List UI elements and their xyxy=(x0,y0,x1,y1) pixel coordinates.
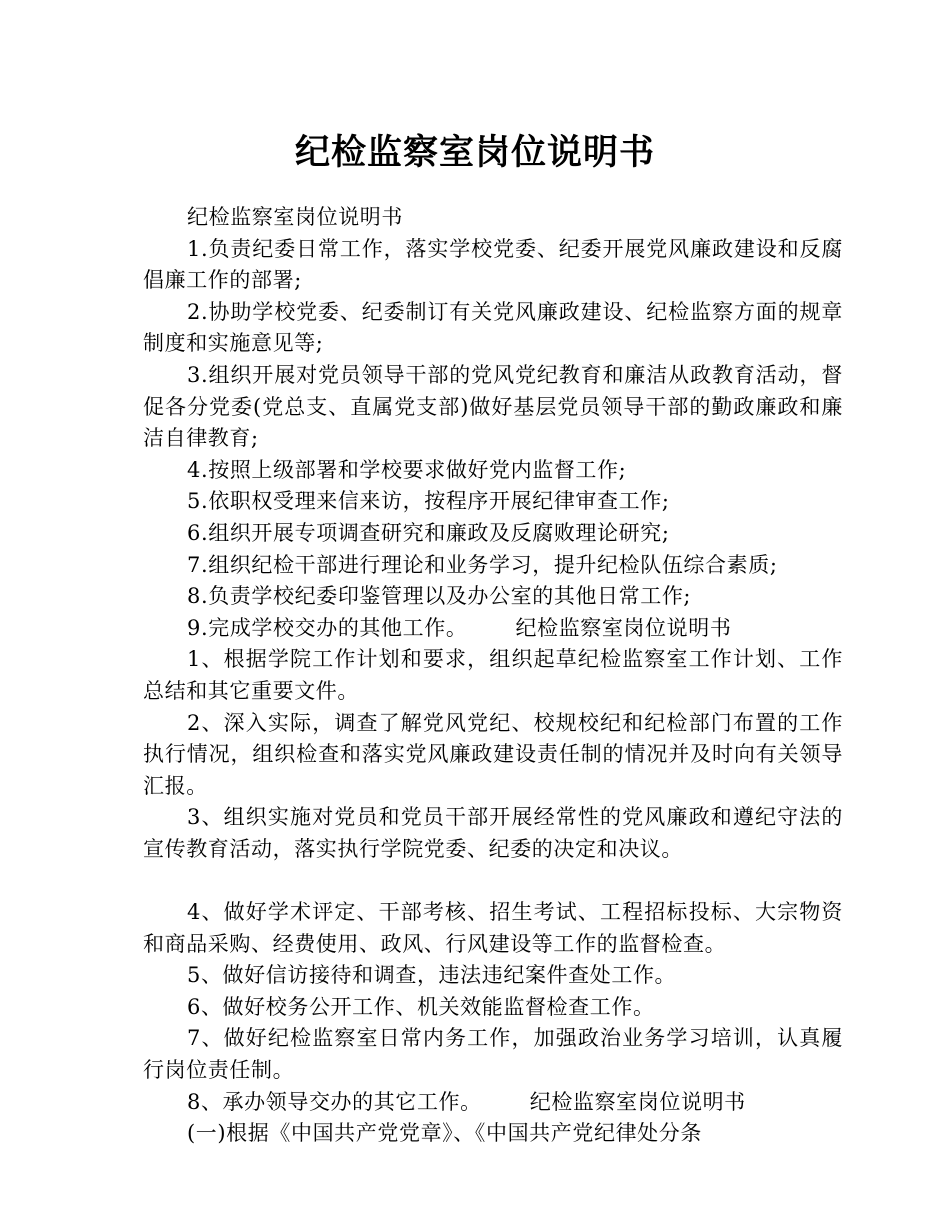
body-paragraph: 7、做好纪检监察室日常内务工作，加强政治业务学习培训，认真履行岗位责任制。 xyxy=(143,1026,843,1083)
document-title: 纪检监察室岗位说明书 xyxy=(294,132,655,173)
document-body xyxy=(143,202,843,1150)
body-paragraph: 6.组织开展专项调查研究和廉政及反腐败理论研究; xyxy=(187,520,670,545)
body-paragraph: 1、根据学院工作计划和要求，组织起草纪检监察室工作计划、工作总结和其它重要文件。 xyxy=(143,647,843,703)
body-paragraph: 3.组织开展对党员领导干部的党风党纪教育和廉洁从政教育活动，督促各分党委(党总支、直属党支部)做好基层党员领导干部的勤政廉政和廉洁自律教育; xyxy=(143,362,843,451)
body-paragraph: 8.负责学校纪委印鉴管理以及办公室的其他日常工作; xyxy=(187,584,692,609)
body-paragraph: 7.组织纪检干部进行理论和业务学习，提升纪检队伍综合素质; xyxy=(187,552,778,577)
paragraph-text: 9.完成学校交办的其他工作。 xyxy=(187,615,468,640)
body-paragraph: 6、做好校务公开工作、机关效能监督检查工作。 xyxy=(187,994,655,1019)
inline-section-heading: 纪检监察室岗位说明书 xyxy=(515,615,732,640)
body-paragraph: 2、深入实际，调查了解党风党纪、校规校纪和纪检部门布置的工作执行情况，组织检查和落实党风廉政建设责任制的情况并及时向有关领导汇报。 xyxy=(143,710,843,798)
body-paragraph: 1.负责纪委日常工作，落实学校党委、纪委开展党风廉政建设和反腐倡廉工作的部署; xyxy=(143,236,843,293)
body-paragraph xyxy=(143,865,843,897)
body-paragraph: 2.协助学校党委、纪委制订有关党风廉政建设、纪检监察方面的规章制度和实施意见等; xyxy=(143,299,843,356)
body-paragraph: (一)根据《中国共产党党章》、《中国共产党纪律处分条 xyxy=(187,1121,702,1146)
body-paragraph: 3、组织实施对党员和党员干部开展经常性的党风廉政和遵纪守法的宣传教育活动，落实执行学院党委、纪委的决定和决议。 xyxy=(143,805,843,861)
body-paragraph: 4.按照上级部署和学校要求做好党内监督工作; xyxy=(187,457,627,482)
inline-section-heading: 纪检监察室岗位说明书 xyxy=(529,1089,746,1114)
body-paragraph: 纪检监察室岗位说明书 xyxy=(187,205,403,229)
body-paragraph xyxy=(143,613,843,645)
body-paragraph: 4、做好学术评定、干部考核、招生考试、工程招标投标、大宗物资和商品采购、经费使用、政风、行风建设等工作的监督检查。 xyxy=(143,900,843,956)
body-paragraph: 5、做好信访接待和调查，违法违纪案件查处工作。 xyxy=(187,963,677,988)
paragraph-text: 8、承办领导交办的其它工作。 xyxy=(187,1089,482,1114)
body-paragraph xyxy=(143,1087,843,1119)
body-paragraph: 5.依职权受理来信来访，按程序开展纪律审查工作; xyxy=(187,489,670,514)
